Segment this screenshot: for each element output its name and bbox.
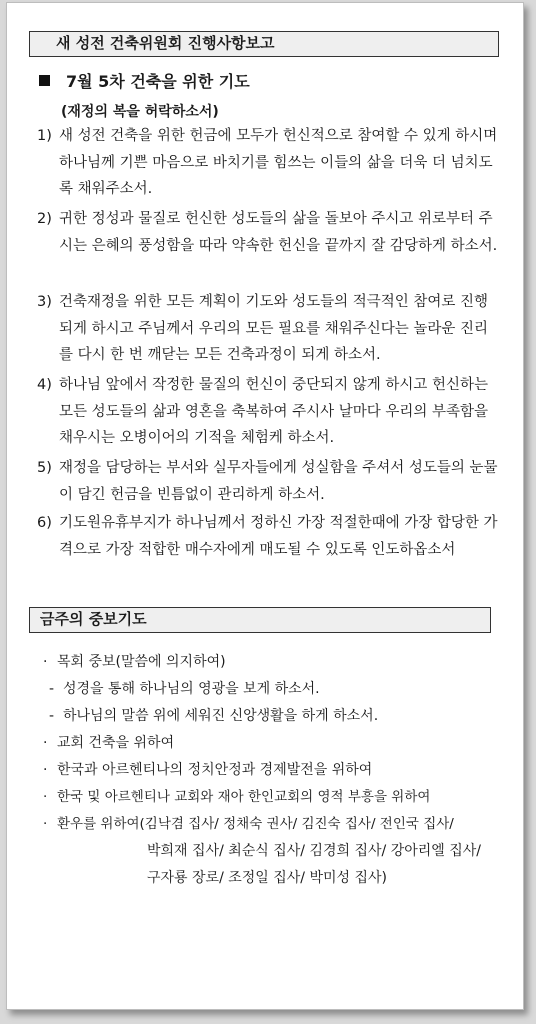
prayer-item-6 — [37, 510, 501, 563]
intercession-line — [43, 813, 454, 835]
intercession-continuation: 박희재 집사/ 최순식 집사/ 김경희 집사/ 강아리엘 집사/ — [147, 843, 482, 859]
intercession-subline — [49, 678, 320, 700]
intercession-text: 성경을 통해 하나님의 영광을 보게 하소서. — [63, 681, 320, 697]
prayer-item-number: 4) — [37, 377, 52, 393]
prayer-item-4 — [37, 372, 501, 452]
square-bullet-icon — [39, 75, 50, 86]
prayer-item-text: 귀한 정성과 물질로 헌신한 성도들의 삶을 돌보아 주시고 위로부터 주시는 은혜의 풍성함을 따라 약속한 헌신을 끝까지 잘 감당하게 하소서. — [59, 211, 498, 254]
dash-icon: - — [49, 708, 55, 724]
intercession-text: 한국과 아르헨티나의 정치안정과 경제발전을 위하여 — [57, 762, 373, 778]
prayer-heading — [39, 69, 250, 92]
intercession-text: 환우를 위하여(김낙겸 집사/ 정채숙 권사/ 김진숙 집사/ 전인국 집사/ — [57, 816, 454, 832]
dash-icon: - — [49, 681, 55, 697]
bullet-icon: · — [43, 789, 48, 805]
intercession-text: 한국 및 아르헨티나 교회와 재아 한인교회의 영적 부흥을 위하여 — [57, 789, 431, 805]
prayer-item-number: 5) — [37, 460, 52, 476]
intercession-continuation: 구자룡 장로/ 조정일 집사/ 박미성 집사) — [147, 870, 388, 886]
prayer-item-number: 1) — [37, 128, 52, 144]
prayer-item-text: 재정을 담당하는 부서와 실무자들에게 성실함을 주셔서 성도들의 눈물이 담긴 헌금을 빈틈없이 관리하게 하소서. — [59, 460, 498, 503]
bullet-icon: · — [43, 735, 48, 751]
prayer-item-text: 건축재정을 위한 모든 계획이 기도와 성도들의 적극적인 참여로 진행되게 하시고 주님께서 우리의 모든 필요를 채워주신다는 놀라운 진리를 다시 한 번 깨닫는 모든 건축과정이 되게 하소서. — [59, 294, 489, 363]
intercession-subline — [49, 705, 378, 727]
prayer-item-text: 새 성전 건축을 위한 헌금에 모두가 헌신적으로 참여할 수 있게 하시며 하나님께 기쁜 마음으로 바치기를 힘쓰는 이들의 삶을 더욱 더 넘치도록 채워주소서. — [59, 128, 498, 197]
prayer-item-number: 2) — [37, 211, 52, 227]
prayer-item-1 — [37, 123, 501, 203]
section-title-construction-report: 새 성전 건축위원회 진행사항보고 — [29, 31, 499, 57]
prayer-item-number: 6) — [37, 515, 52, 531]
prayer-item-2 — [37, 206, 501, 259]
bullet-icon: · — [43, 654, 48, 670]
bullet-icon: · — [43, 762, 48, 778]
prayer-subheading: (재정의 복을 허락하소서) — [61, 104, 219, 120]
intercession-line — [43, 759, 372, 781]
intercession-line — [43, 651, 226, 673]
intercession-line — [43, 732, 174, 754]
intercession-text: 목회 중보(말씀에 의지하여) — [57, 654, 226, 670]
bulletin-page — [6, 2, 524, 1010]
bullet-icon: · — [43, 816, 48, 832]
section-title-intercession: 금주의 중보기도 — [29, 607, 491, 633]
intercession-text: 하나님의 말씀 위에 세워진 신앙생활을 하게 하소서. — [63, 708, 379, 724]
intercession-text: 교회 건축을 위하여 — [57, 735, 175, 751]
intercession-line — [43, 786, 430, 808]
prayer-item-5 — [37, 455, 501, 508]
prayer-item-text: 하나님 앞에서 작정한 물질의 헌신이 중단되지 않게 하시고 헌신하는 모든 성도들의 삶과 영혼을 축복하여 주시사 날마다 우리의 부족함을 채우시는 오병이어의 기적을 체험케 하소서. — [59, 377, 489, 446]
prayer-item-number: 3) — [37, 294, 52, 310]
prayer-item-text: 기도원유휴부지가 하나님께서 정하신 가장 적절한때에 가장 합당한 가격으로 가장 적합한 매수자에게 매도될 수 있도록 인도하옵소서 — [59, 515, 498, 558]
prayer-item-3 — [37, 289, 501, 369]
prayer-heading-text: 7월 5차 건축을 위한 기도 — [66, 72, 250, 91]
